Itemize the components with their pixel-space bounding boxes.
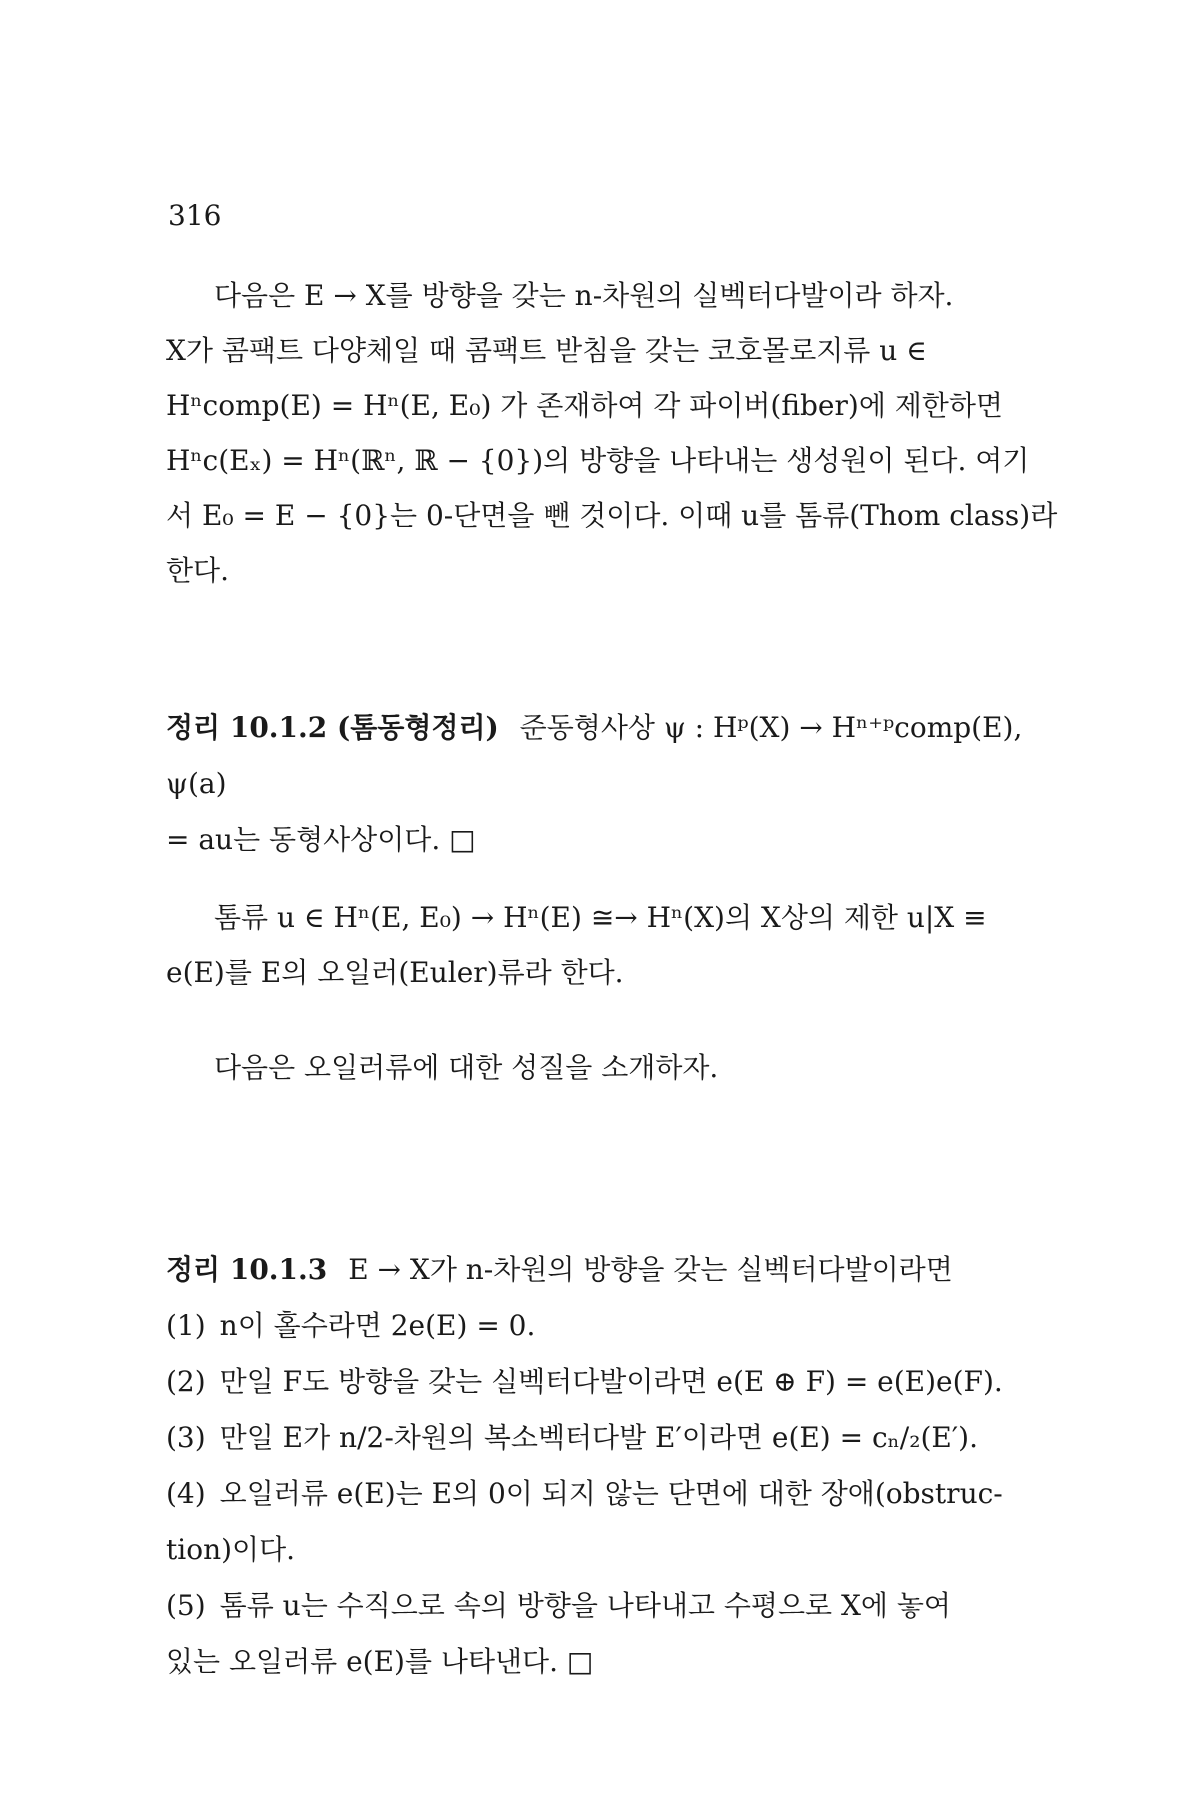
theorem-line	[166, 1242, 1066, 1298]
list-item	[166, 1466, 1066, 1522]
page-number: 316	[168, 199, 222, 232]
item-number: (1)	[166, 1309, 206, 1342]
list-item	[166, 1298, 1066, 1354]
theorem-statement: E → X가 n-차원의 방향을 갖는 실벡터다발이라면	[348, 1253, 953, 1286]
item-text: n이 홀수라면 2e(E) = 0.	[219, 1309, 536, 1342]
list-item	[166, 1578, 1066, 1634]
intro-line: 다음은 E → X를 방향을 갖는 n-차원의 실벡터다발이라 하자.	[214, 279, 954, 312]
theorem-heading: 정리 10.1.3	[166, 1253, 328, 1286]
list-item	[166, 1354, 1066, 1410]
item-number: (3)	[166, 1421, 206, 1454]
item-text: 톰류 u는 수직으로 속의 방향을 나타내고 수평으로 X에 놓여	[219, 1589, 951, 1622]
item-number: (4)	[166, 1477, 206, 1510]
intro-paragraph	[166, 268, 1066, 598]
theorem-10-1-2	[166, 700, 1066, 868]
intro-line: Hⁿc(Eₓ) = Hⁿ(ℝⁿ, ℝ − {0})의 방향을 나타내는 생성원이 된다. 여기	[166, 444, 1030, 477]
intro-line: 서 E₀ = E − {0}는 0-단면을 뺀 것이다. 이때 u를 톰류(Thom class)라	[166, 499, 1058, 532]
lead-in-sentence	[166, 1040, 1066, 1095]
theorem-line	[166, 700, 1066, 812]
intro-line: 한다.	[166, 554, 229, 587]
item-text: 만일 F도 방향을 갖는 실벡터다발이라면 e(E ⊕ F) = e(E)e(F).	[219, 1365, 1003, 1398]
item-text: 오일러류 e(E)는 E의 0이 되지 않는 단면에 대한 장애(obstruc-	[219, 1477, 1003, 1510]
item-text: 만일 E가 n/2-차원의 복소벡터다발 E′이라면 e(E) = cₙ/₂(E′).	[219, 1421, 978, 1454]
theorem-heading: 정리 10.1.2 (톰동형정리)	[166, 711, 499, 744]
euler-class-definition	[166, 890, 1066, 1000]
definition-line: 톰류 u ∈ Hⁿ(E, E₀) → Hⁿ(E) ≅→ Hⁿ(X)의 X상의 제한 u|X ≡	[214, 901, 987, 934]
list-item-continuation: tion)이다.	[166, 1533, 296, 1566]
theorem-10-1-3	[166, 1242, 1066, 1690]
lead-in-line: 다음은 오일러류에 대한 성질을 소개하자.	[214, 1051, 719, 1084]
item-number: (2)	[166, 1365, 206, 1398]
intro-line: Hⁿcomp(E) = Hⁿ(E, E₀) 가 존재하여 각 파이버(fiber)에 제한하면	[166, 389, 1003, 422]
list-item	[166, 1410, 1066, 1466]
definition-line: e(E)를 E의 오일러(Euler)류라 한다.	[166, 956, 624, 989]
list-item-continuation: 있는 오일러류 e(E)를 나타낸다. □	[166, 1645, 594, 1678]
theorem-text: 준동형사상 ψ : Hᵖ(X) → Hⁿ⁺ᵖcomp(E), ψ(a)	[166, 711, 1023, 800]
intro-line: X가 콤팩트 다양체일 때 콤팩트 받침을 갖는 코호몰로지류 u ∈	[166, 334, 927, 367]
item-number: (5)	[166, 1589, 206, 1622]
theorem-line: = au는 동형사상이다. □	[166, 823, 476, 856]
